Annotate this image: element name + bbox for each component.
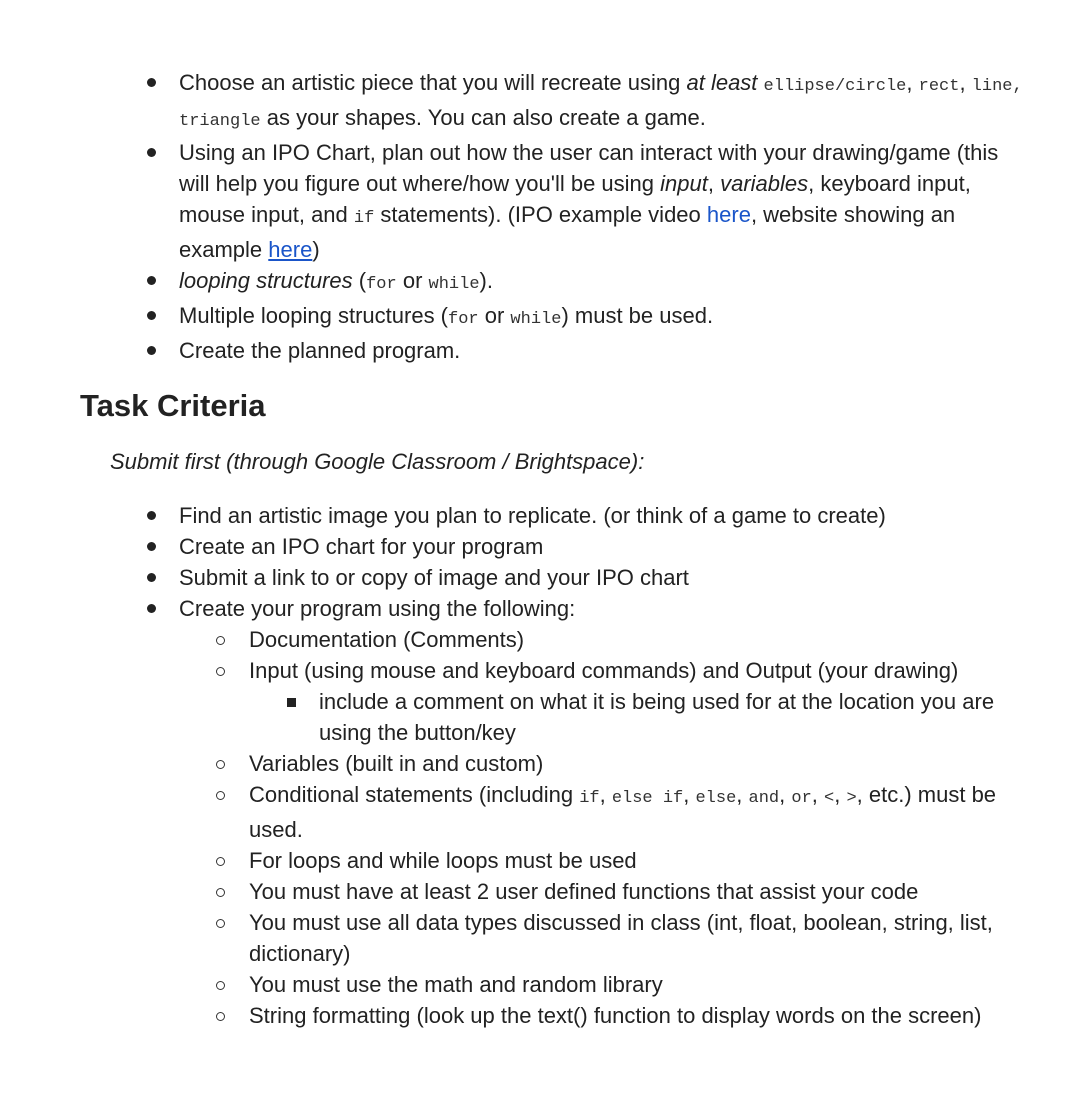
list-item: Input (using mouse and keyboard commands) and Output (your drawing) <box>0 655 1019 686</box>
criteria-section <box>0 500 1074 1031</box>
ipo-video-link[interactable]: here <box>706 202 751 227</box>
list-item: Choose an artistic piece that you will recreate using at least ellipse/circle, rect, line, triangle as your shapes. You can also create a game. <box>0 67 1029 137</box>
list-item: You must use the math and random library <box>0 969 1019 1000</box>
input-notes-list <box>0 686 1074 748</box>
list-item: For loops and while loops must be used <box>0 845 1019 876</box>
criteria-list <box>0 500 1074 624</box>
intro-section <box>0 67 1074 366</box>
list-item: Documentation (Comments) <box>0 624 1019 655</box>
list-item: Variables (built in and custom) <box>0 748 1019 779</box>
list-item: Create the planned program. <box>0 335 1029 366</box>
list-item: Multiple looping structures (for or while) must be used. <box>0 300 1029 335</box>
list-item: Create your program using the following: <box>0 593 1029 624</box>
list-item: You must use all data types discussed in class (int, float, boolean, string, list, dictionary) <box>0 907 1019 969</box>
submit-note: Submit first (through Google Classroom / Brightspace): <box>110 449 645 474</box>
list-item: Submit a link to or copy of image and your IPO chart <box>0 562 1029 593</box>
requirements-list-continued <box>0 748 1074 1031</box>
section-heading: Task Criteria <box>80 388 266 423</box>
list-item: Find an artistic image you plan to replicate. (or think of a game to create) <box>0 500 1029 531</box>
list-item: You must have at least 2 user defined functions that assist your code <box>0 876 1019 907</box>
list-item: Conditional statements (including if, else if, else, and, or, <, >, etc.) must be used. <box>0 779 1019 845</box>
requirements-list <box>0 624 1074 686</box>
list-item: String formatting (look up the text() function to display words on the screen) <box>0 1000 1019 1031</box>
ipo-website-link[interactable]: here <box>268 237 313 262</box>
list-item: Using an IPO Chart, plan out how the user can interact with your drawing/game (this will help you figure out where/how you'll be using input, variables, keyboard input, mouse input, and if statements). (IPO example video here, website showing an example here) <box>0 137 1029 265</box>
intro-list <box>0 67 1074 366</box>
list-item: looping structures (for or while). <box>0 265 1029 300</box>
list-item: include a comment on what it is being used for at the location you are using the button/key <box>0 686 1019 748</box>
list-item: Create an IPO chart for your program <box>0 531 1029 562</box>
